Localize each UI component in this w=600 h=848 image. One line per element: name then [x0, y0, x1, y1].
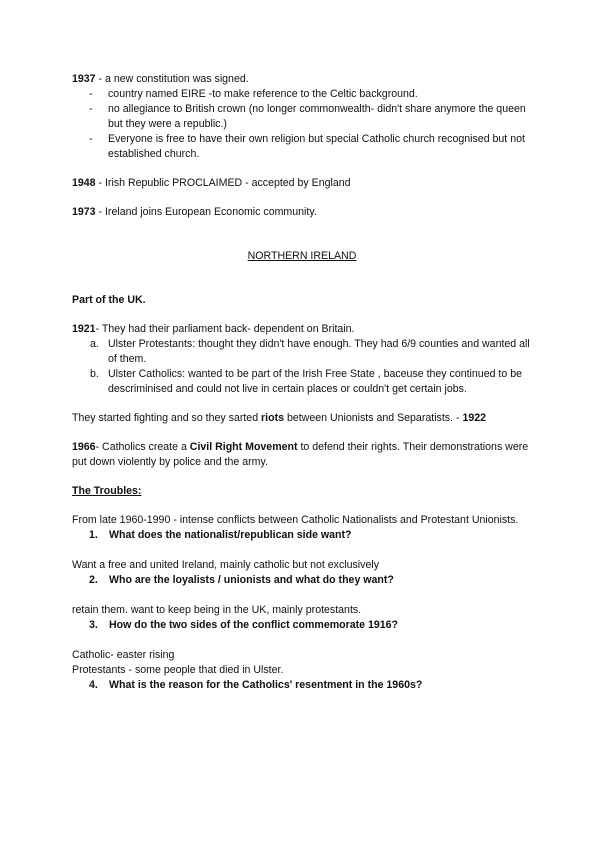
list-item [72, 367, 532, 397]
paragraph-1937 [72, 72, 532, 87]
text-1921: - They had their parliament back- dependent on Britain. [95, 323, 355, 335]
question-number: 1. [89, 529, 98, 541]
answer-3-line-1: Catholic- easter rising [72, 649, 175, 661]
answer-2: retain them. want to keep being in the UK, mainly protestants. [72, 604, 362, 616]
question-number: 4. [89, 679, 98, 691]
question-4 [72, 678, 532, 693]
paragraph-1966 [72, 440, 532, 470]
dash-bullet: - [89, 133, 93, 145]
paragraph-fighting [72, 411, 532, 426]
list-item-text: Everyone is free to have their own religion but special Catholic church recognised but not established church. [108, 133, 525, 160]
part-of-uk-text: Part of the UK. [72, 294, 146, 306]
question-item [72, 573, 532, 588]
list-item [72, 87, 532, 102]
question-item [72, 678, 532, 693]
troubles-heading-text: The Troubles: [72, 485, 142, 497]
list-item [72, 132, 532, 162]
text-1973: - Ireland joins European Economic community. [95, 206, 317, 218]
list-item-text: no allegiance to British crown (no longer commonwealth- didn't share anymore the queen but they were a republic.) [108, 103, 526, 130]
troubles-text: From late 1960-1990 - intense conflicts between Catholic Nationalists and Protestant Unionists. [72, 514, 519, 526]
list-1921 [72, 337, 532, 397]
question-item [72, 618, 532, 633]
question-item [72, 528, 532, 543]
question-3 [72, 618, 532, 633]
list-marker: b. [90, 368, 99, 380]
year-1966: 1966 [72, 441, 96, 453]
list-item [72, 102, 532, 132]
year-1937: 1937 [72, 73, 96, 85]
list-item-text: Ulster Catholics: wanted to be part of the Irish Free State , baceuse they continued to be descriminised and could not live in certain places or couldn't get certain jobs. [108, 368, 522, 395]
document-page [72, 72, 532, 693]
question-1 [72, 528, 532, 543]
part-of-uk [72, 293, 532, 308]
dash-bullet: - [89, 88, 93, 100]
question-text: What is the reason for the Catholics' resentment in the 1960s? [109, 679, 423, 691]
question-text: What does the nationalist/republican side want? [109, 529, 352, 541]
year-1948: 1948 [72, 177, 96, 189]
text-1966-after: to defend their rights. Their demonstrations were put down violently by police and the army. [72, 441, 529, 468]
answer-3-line-2: Protestants - some people that died in Ulster. [72, 664, 284, 676]
dash-bullet: - [89, 103, 93, 115]
year-1973: 1973 [72, 206, 96, 218]
paragraph-1948 [72, 176, 532, 191]
list-item-text: Ulster Protestants: thought they didn't have enough. They had 6/9 counties and wanted all of them. [108, 338, 530, 365]
text-1937: - a new constitution was signed. [95, 73, 249, 85]
list-marker: a. [90, 338, 99, 350]
question-text: Who are the loyalists / unionists and what do they want? [109, 574, 394, 586]
question-number: 2. [89, 574, 98, 586]
list-item-text: country named EIRE -to make reference to the Celtic background. [108, 88, 418, 100]
question-text: How do the two sides of the conflict commemorate 1916? [109, 619, 399, 631]
fighting-bold: riots [261, 412, 285, 424]
year-1922: 1922 [462, 412, 487, 424]
list-item [72, 337, 532, 367]
civil-right-movement: Civil Right Movement [189, 441, 298, 453]
fighting-text-after: between Unionists and Separatists. - [284, 412, 463, 424]
text-1966-before: - Catholics create a [95, 441, 190, 453]
list-1937 [72, 87, 532, 162]
question-number: 3. [89, 619, 98, 631]
text-1948: - Irish Republic PROCLAIMED - accepted by England [95, 177, 351, 189]
answer-1: Want a free and united Ireland, mainly catholic but not exclusively [72, 559, 379, 571]
year-1921: 1921 [72, 323, 96, 335]
question-2 [72, 573, 532, 588]
paragraph-1921 [72, 322, 532, 337]
troubles-heading [72, 484, 532, 499]
heading-northern-ireland: NORTHERN IRELAND [247, 250, 357, 262]
paragraph-1973 [72, 205, 532, 220]
fighting-text-before: They started fighting and so they sarted [72, 412, 262, 424]
